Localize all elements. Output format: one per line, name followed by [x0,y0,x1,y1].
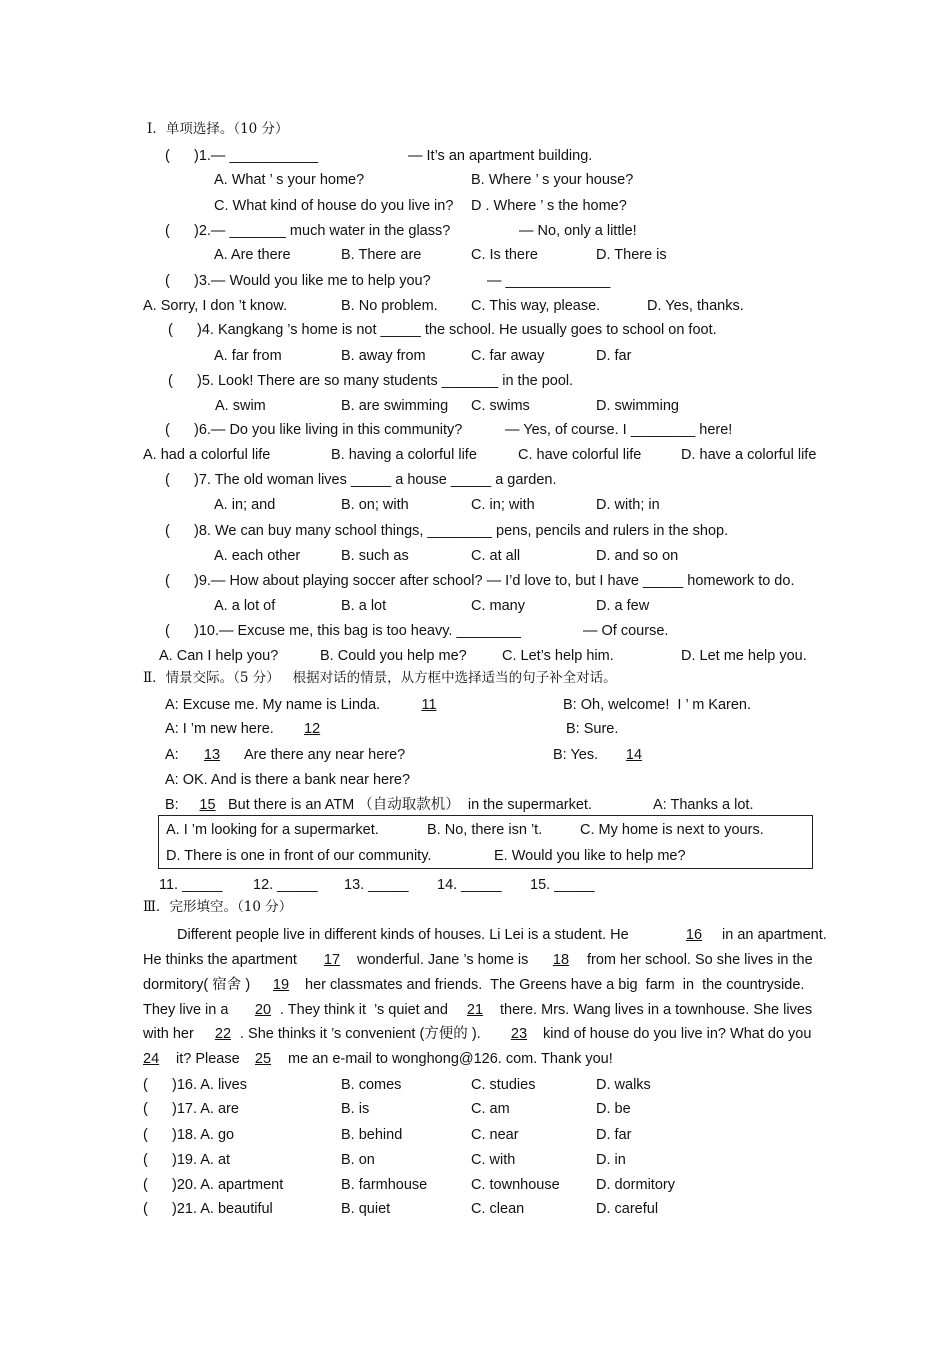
q6-option-b: B. having a colorful life [331,447,477,463]
q21-option-c: C. clean [471,1201,525,1217]
box-option-c: C. My home is next to yours. [580,822,764,838]
q21-option-d: D. careful [596,1201,659,1217]
dialog-line-4: A: OK. And is there a bank near here? [165,772,411,788]
section-1-title: Ⅰ．单项选择。（10 分） [147,121,289,137]
box-option-d: D. There is one in front of our community. [166,848,432,864]
blank-21: 21 [466,1002,484,1018]
dialog-line-5-prefix: B: [165,797,179,813]
q8-option-a: A. each other [214,548,301,564]
answer-11: 11. _____ [159,877,223,893]
passage-line-6b: it? Please [176,1051,240,1067]
blank-24: 24 [143,1051,160,1067]
answer-13: 13. _____ [344,877,409,893]
blank-13: 13 [203,747,221,763]
q19-number-a: ( )19. A. at [143,1152,231,1168]
blank-25: 25 [254,1051,272,1067]
section-3-title: Ⅲ．完形填空。（10 分） [143,899,293,915]
q9-stem: ( )9.— How about playing soccer after school? — I’d love to, but I have _____ homework to do. [165,573,795,589]
box-option-a: A. I ’m looking for a supermarket. [166,822,379,838]
blank-14: 14 [625,747,643,763]
dialog-line-3b-prefix: B: Yes. [553,747,599,763]
q10-option-c: C. Let’s help him. [502,648,614,664]
q18-option-d: D. far [596,1127,632,1143]
q1-option-a: A. What ’ s your home? [214,172,365,188]
q20-option-b: B. farmhouse [341,1177,428,1193]
q2-stem: ( )2.— _______ much water in the glass? [165,223,451,239]
blank-19: 19 [272,977,290,993]
q4-stem: ( )4. Kangkang ’s home is not _____ the school. He usually goes to school on foot. [168,322,717,338]
q5-option-b: B. are swimming [341,398,449,414]
q4-option-b: B. away from [341,348,426,364]
passage-line-3a: dormitory( 宿舍 ) [143,977,251,993]
q6-stem: ( )6.— Do you like living in this community? [165,422,463,438]
q7-option-a: A. in; and [214,497,276,513]
q4-option-a: A. far from [214,348,282,364]
passage-line-1a: Different people live in different kinds of houses. Li Lei is a student. He [177,927,629,943]
q18-number-a: ( )18. A. go [143,1127,235,1143]
answer-14: 14. _____ [437,877,502,893]
q8-option-b: B. such as [341,548,409,564]
blank-15: 15 [199,797,216,813]
q17-option-c: C. am [471,1101,510,1117]
q1-stem: ( )1.— ___________ [165,148,319,164]
q6-option-a: A. had a colorful life [143,447,271,463]
q8-stem: ( )8. We can buy many school things, ________ pens, pencils and rulers in the shop. [165,523,729,539]
section-2-title: Ⅱ．情景交际。（5 分） 根据对话的情景，从方框中选择适当的句子补全对话。 [143,670,617,686]
q16-number-a: ( )16. A. lives [143,1077,247,1093]
passage-line-4b: . They think it ’s quiet and [280,1002,448,1018]
q21-option-b: B. quiet [341,1201,391,1217]
q4-option-d: D. far [596,348,632,364]
q5-option-c: C. swims [471,398,530,414]
passage-line-5c: kind of house do you live in? What do you [543,1026,812,1042]
q3-stem: ( )3.— Would you like me to help you? [165,273,431,289]
q3-option-c: C. This way, please. [471,298,601,314]
q2-option-b: B. There are [341,247,422,263]
blank-17: 17 [323,952,341,968]
q18-option-b: B. behind [341,1127,403,1143]
q10-option-a: A. Can I help you? [159,648,279,664]
q1-option-b: B. Where ’ s your house? [471,172,634,188]
q6-option-d: D. have a colorful life [681,447,817,463]
q8-option-d: D. and so on [596,548,679,564]
q5-stem: ( )5. Look! There are so many students _______ in the pool. [168,373,574,389]
passage-line-2b: wonderful. Jane ’s home is [357,952,529,968]
dialog-line-3a-prefix: A: [165,747,179,763]
passage-line-5b: . She thinks it ’s convenient (方便的 ). [240,1026,481,1042]
dialog-line-2a: A: I ’m new here. [165,721,274,737]
passage-line-1b: in an apartment. [722,927,827,943]
passage-line-3b: her classmates and friends. The Greens have a big farm in the countryside. [305,977,805,993]
q19-option-d: D. in [596,1152,626,1168]
q21-number-a: ( )21. A. beautiful [143,1201,273,1217]
blank-11: 11 [421,697,437,713]
blank-22: 22 [214,1026,232,1042]
dialog-line-1a: A: Excuse me. My name is Linda. [165,697,381,713]
q17-option-d: D. be [596,1101,631,1117]
blank-20: 20 [254,1002,272,1018]
passage-line-4c: there. Mrs. Wang lives in a townhouse. She lives [500,1002,813,1018]
answer-12: 12. _____ [253,877,318,893]
dialog-line-5b: A: Thanks a lot. [653,797,754,813]
q19-option-b: B. on [341,1152,375,1168]
q10-reply: — Of course. [583,623,669,639]
box-option-e: E. Would you like to help me? [494,848,686,864]
passage-line-5a: with her [143,1026,194,1042]
q6-reply: — Yes, of course. I ________ here! [505,422,733,438]
q1-option-c: C. What kind of house do you live in? [214,198,454,214]
q4-option-c: C. far away [471,348,545,364]
q2-option-d: D. There is [596,247,667,263]
q16-option-c: C. studies [471,1077,536,1093]
q1-option-d: D . Where ’ s the home? [471,198,627,214]
q5-option-d: D. swimming [596,398,679,414]
blank-18: 18 [552,952,570,968]
passage-line-4a: They live in a [143,1002,229,1018]
q6-option-c: C. have colorful life [518,447,642,463]
q16-option-b: B. comes [341,1077,402,1093]
passage-line-2c: from her school. So she lives in the [587,952,813,968]
q2-reply: — No, only a little! [519,223,637,239]
q10-option-d: D. Let me help you. [681,648,807,664]
q3-option-d: D. Yes, thanks. [647,298,744,314]
passage-line-6c: me an e-mail to wonghong@126. com. Thank you! [288,1051,613,1067]
q7-option-b: B. on; with [341,497,409,513]
q7-option-d: D. with; in [596,497,660,513]
blank-12: 12 [304,721,321,737]
box-option-b: B. No, there isn ’t. [427,822,543,838]
q9-option-a: A. a lot of [214,598,276,614]
dialog-line-1b: B: Oh, welcome! I ’ m Karen. [563,697,752,713]
q5-option-a: A. swim [215,398,266,414]
q17-option-b: B. is [341,1101,370,1117]
q3-reply: — _____________ [487,273,611,289]
passage-line-2a: He thinks the apartment [143,952,297,968]
blank-16: 16 [685,927,703,943]
dialog-line-3a: Are there any near here? [244,747,406,763]
q19-option-c: C. with [471,1152,516,1168]
q7-stem: ( )7. The old woman lives _____ a house _____ a garden. [165,472,557,488]
q16-option-d: D. walks [596,1077,651,1093]
q17-number-a: ( )17. A. are [143,1101,239,1117]
answer-15: 15. _____ [530,877,595,893]
q2-option-c: C. Is there [471,247,538,263]
dialog-line-2b: B: Sure. [566,721,619,737]
q7-option-c: C. in; with [471,497,535,513]
q10-stem: ( )10.— Excuse me, this bag is too heavy. ________ [165,623,521,639]
q9-option-b: B. a lot [341,598,387,614]
blank-23: 23 [510,1026,528,1042]
q18-option-c: C. near [471,1127,519,1143]
q3-option-b: B. No problem. [341,298,438,314]
q20-option-d: D. dormitory [596,1177,675,1193]
q8-option-c: C. at all [471,548,521,564]
q1-reply: — It’s an apartment building. [408,148,593,164]
q20-number-a: ( )20. A. apartment [143,1177,284,1193]
q2-option-a: A. Are there [214,247,291,263]
q10-option-b: B. Could you help me? [320,648,467,664]
q20-option-c: C. townhouse [471,1177,560,1193]
dialog-line-5: But there is an ATM （自动取款机） in the supermarket. [228,797,592,813]
q9-option-d: D. a few [596,598,650,614]
q3-option-a: A. Sorry, I don ’t know. [143,298,287,314]
q9-option-c: C. many [471,598,525,614]
